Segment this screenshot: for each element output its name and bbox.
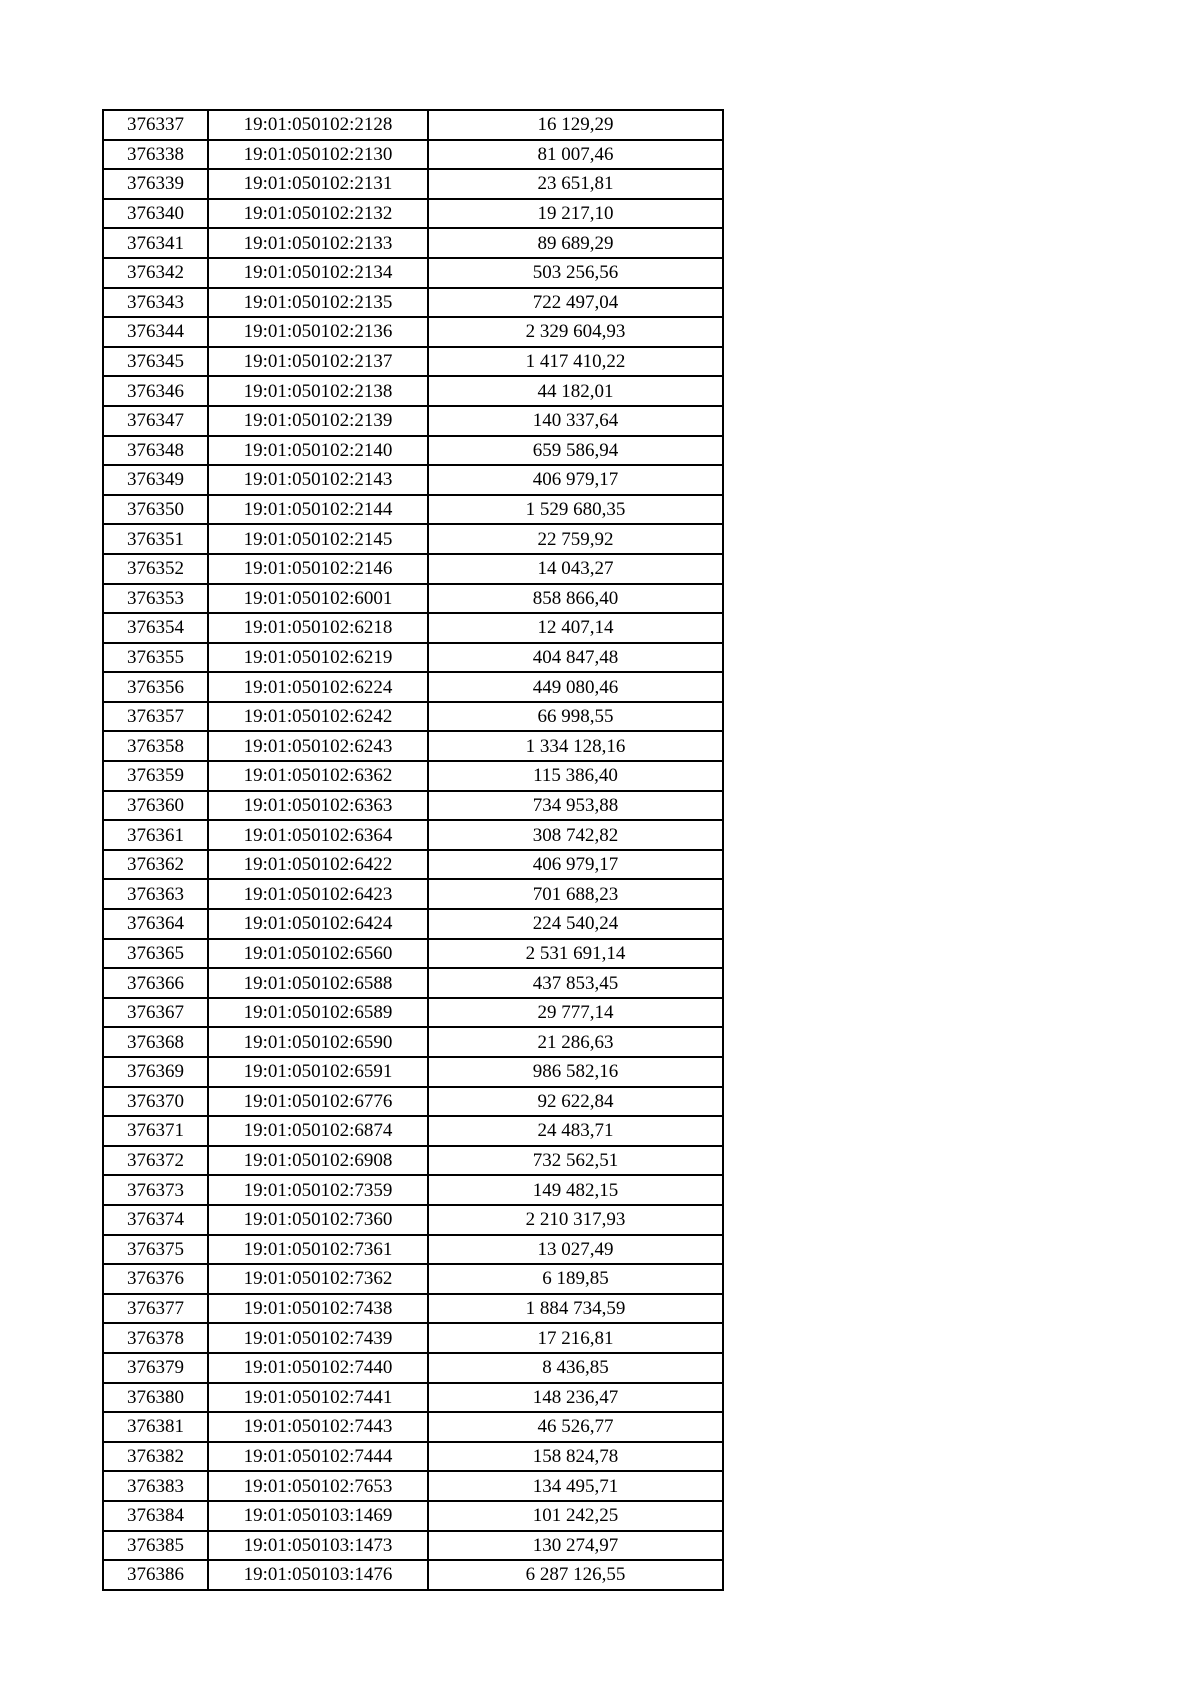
cadastral-number-cell: 19:01:050102:6242 [208, 702, 428, 732]
cadastral-number-cell: 19:01:050102:2132 [208, 199, 428, 229]
cadastral-number-cell: 19:01:050102:7438 [208, 1294, 428, 1324]
table-row [103, 850, 723, 880]
row-number-cell: 376377 [103, 1294, 208, 1324]
row-number-cell: 376379 [103, 1353, 208, 1383]
cadastral-number-cell: 19:01:050102:6364 [208, 820, 428, 850]
row-number-cell: 376349 [103, 465, 208, 495]
cadastral-value-cell: 134 495,71 [428, 1471, 723, 1501]
table-row [103, 258, 723, 288]
cadastral-value-cell: 1 334 128,16 [428, 731, 723, 761]
cadastral-value-cell: 13 027,49 [428, 1235, 723, 1265]
cadastral-value-cell: 81 007,46 [428, 140, 723, 170]
row-number-cell: 376338 [103, 140, 208, 170]
table-row [103, 939, 723, 969]
row-number-cell: 376344 [103, 317, 208, 347]
cadastral-number-cell: 19:01:050102:2138 [208, 376, 428, 406]
table-row [103, 1264, 723, 1294]
row-number-cell: 376372 [103, 1146, 208, 1176]
cadastral-number-cell: 19:01:050102:6243 [208, 731, 428, 761]
row-number-cell: 376354 [103, 613, 208, 643]
cadastral-number-cell: 19:01:050102:7443 [208, 1412, 428, 1442]
table-row [103, 228, 723, 258]
cadastral-number-cell: 19:01:050102:7359 [208, 1175, 428, 1205]
table-row [103, 791, 723, 821]
table-row [103, 1383, 723, 1413]
cadastral-value-cell: 148 236,47 [428, 1383, 723, 1413]
row-number-cell: 376380 [103, 1383, 208, 1413]
table-row [103, 406, 723, 436]
row-number-cell: 376381 [103, 1412, 208, 1442]
cadastral-value-cell: 23 651,81 [428, 169, 723, 199]
cadastral-number-cell: 19:01:050102:6423 [208, 879, 428, 909]
cadastral-number-cell: 19:01:050102:6591 [208, 1057, 428, 1087]
row-number-cell: 376374 [103, 1205, 208, 1235]
cadastral-number-cell: 19:01:050102:2133 [208, 228, 428, 258]
table-row [103, 998, 723, 1028]
cadastral-value-cell: 437 853,45 [428, 968, 723, 998]
table-row [103, 288, 723, 318]
table-row [103, 1442, 723, 1472]
cadastral-value-cell: 404 847,48 [428, 643, 723, 673]
cadastral-value-cell: 722 497,04 [428, 288, 723, 318]
cadastral-value-cell: 17 216,81 [428, 1323, 723, 1353]
row-number-cell: 376370 [103, 1087, 208, 1117]
table-row [103, 1471, 723, 1501]
table-row [103, 199, 723, 229]
cadastral-number-cell: 19:01:050102:6218 [208, 613, 428, 643]
cadastral-value-cell: 701 688,23 [428, 879, 723, 909]
cadastral-number-cell: 19:01:050102:6589 [208, 998, 428, 1028]
table-row [103, 1057, 723, 1087]
table-row [103, 1501, 723, 1531]
cadastral-number-cell: 19:01:050102:2135 [208, 288, 428, 318]
row-number-cell: 376347 [103, 406, 208, 436]
cadastral-number-cell: 19:01:050102:6560 [208, 939, 428, 969]
cadastral-value-cell: 29 777,14 [428, 998, 723, 1028]
cadastral-value-cell: 858 866,40 [428, 584, 723, 614]
cadastral-value-cell: 22 759,92 [428, 524, 723, 554]
table-row [103, 879, 723, 909]
cadastral-number-cell: 19:01:050102:6588 [208, 968, 428, 998]
cadastral-number-cell: 19:01:050102:2143 [208, 465, 428, 495]
cadastral-value-cell: 89 689,29 [428, 228, 723, 258]
cadastral-value-cell: 2 531 691,14 [428, 939, 723, 969]
cadastral-number-cell: 19:01:050102:6776 [208, 1087, 428, 1117]
row-number-cell: 376375 [103, 1235, 208, 1265]
row-number-cell: 376369 [103, 1057, 208, 1087]
cadastral-number-cell: 19:01:050102:7439 [208, 1323, 428, 1353]
table-row [103, 1323, 723, 1353]
cadastral-number-cell: 19:01:050102:6422 [208, 850, 428, 880]
row-number-cell: 376363 [103, 879, 208, 909]
row-number-cell: 376355 [103, 643, 208, 673]
table-row [103, 1560, 723, 1590]
table-row [103, 169, 723, 199]
cadastral-value-cell: 21 286,63 [428, 1027, 723, 1057]
cadastral-number-cell: 19:01:050103:1476 [208, 1560, 428, 1590]
cadastral-number-cell: 19:01:050103:1469 [208, 1501, 428, 1531]
row-number-cell: 376346 [103, 376, 208, 406]
table-row [103, 554, 723, 584]
table-row [103, 1294, 723, 1324]
table-row [103, 1087, 723, 1117]
table-row [103, 584, 723, 614]
cadastral-value-cell: 1 884 734,59 [428, 1294, 723, 1324]
row-number-cell: 376382 [103, 1442, 208, 1472]
cadastral-value-cell: 1 529 680,35 [428, 495, 723, 525]
cadastral-number-cell: 19:01:050102:2145 [208, 524, 428, 554]
cadastral-value-cell: 19 217,10 [428, 199, 723, 229]
table-row [103, 1353, 723, 1383]
cadastral-value-cell: 8 436,85 [428, 1353, 723, 1383]
cadastral-number-cell: 19:01:050102:6874 [208, 1116, 428, 1146]
cadastral-value-cell: 2 210 317,93 [428, 1205, 723, 1235]
row-number-cell: 376343 [103, 288, 208, 318]
table-row [103, 524, 723, 554]
row-number-cell: 376342 [103, 258, 208, 288]
cadastral-value-cell: 46 526,77 [428, 1412, 723, 1442]
row-number-cell: 376350 [103, 495, 208, 525]
cadastral-number-cell: 19:01:050102:6590 [208, 1027, 428, 1057]
cadastral-number-cell: 19:01:050102:2130 [208, 140, 428, 170]
table-row [103, 1531, 723, 1561]
cadastral-value-cell: 1 417 410,22 [428, 347, 723, 377]
cadastral-value-cell: 14 043,27 [428, 554, 723, 584]
row-number-cell: 376384 [103, 1501, 208, 1531]
row-number-cell: 376357 [103, 702, 208, 732]
table-row [103, 1205, 723, 1235]
row-number-cell: 376371 [103, 1116, 208, 1146]
cadastral-number-cell: 19:01:050102:7361 [208, 1235, 428, 1265]
table-row [103, 317, 723, 347]
cadastral-number-cell: 19:01:050102:7444 [208, 1442, 428, 1472]
cadastral-number-cell: 19:01:050102:7360 [208, 1205, 428, 1235]
cadastral-number-cell: 19:01:050102:2139 [208, 406, 428, 436]
cadastral-value-cell: 449 080,46 [428, 672, 723, 702]
cadastral-number-cell: 19:01:050102:6424 [208, 909, 428, 939]
row-number-cell: 376341 [103, 228, 208, 258]
cadastral-number-cell: 19:01:050102:7362 [208, 1264, 428, 1294]
cadastral-value-cell: 44 182,01 [428, 376, 723, 406]
row-number-cell: 376340 [103, 199, 208, 229]
cadastral-number-cell: 19:01:050102:7441 [208, 1383, 428, 1413]
table-row [103, 1146, 723, 1176]
table-row [103, 1235, 723, 1265]
row-number-cell: 376383 [103, 1471, 208, 1501]
row-number-cell: 376378 [103, 1323, 208, 1353]
row-number-cell: 376373 [103, 1175, 208, 1205]
table-body [103, 110, 723, 1590]
table-row [103, 909, 723, 939]
row-number-cell: 376345 [103, 347, 208, 377]
cadastral-number-cell: 19:01:050102:7653 [208, 1471, 428, 1501]
table-row [103, 761, 723, 791]
cadastral-number-cell: 19:01:050102:2136 [208, 317, 428, 347]
cadastral-number-cell: 19:01:050102:7440 [208, 1353, 428, 1383]
table-row [103, 643, 723, 673]
row-number-cell: 376360 [103, 791, 208, 821]
cadastral-number-cell: 19:01:050102:6908 [208, 1146, 428, 1176]
cadastral-value-cell: 6 189,85 [428, 1264, 723, 1294]
table-row [103, 1116, 723, 1146]
row-number-cell: 376358 [103, 731, 208, 761]
row-number-cell: 376356 [103, 672, 208, 702]
cadastral-number-cell: 19:01:050102:2144 [208, 495, 428, 525]
row-number-cell: 376385 [103, 1531, 208, 1561]
cadastral-number-cell: 19:01:050102:6224 [208, 672, 428, 702]
row-number-cell: 376361 [103, 820, 208, 850]
cadastral-number-cell: 19:01:050102:6219 [208, 643, 428, 673]
table-row [103, 968, 723, 998]
cadastral-value-cell: 115 386,40 [428, 761, 723, 791]
table-row [103, 110, 723, 140]
row-number-cell: 376362 [103, 850, 208, 880]
cadastral-number-cell: 19:01:050102:2140 [208, 436, 428, 466]
table-row [103, 672, 723, 702]
row-number-cell: 376352 [103, 554, 208, 584]
table-row [103, 1412, 723, 1442]
table-row [103, 376, 723, 406]
cadastral-value-cell: 24 483,71 [428, 1116, 723, 1146]
cadastral-number-cell: 19:01:050102:2128 [208, 110, 428, 140]
cadastral-value-cell: 986 582,16 [428, 1057, 723, 1087]
row-number-cell: 376351 [103, 524, 208, 554]
row-number-cell: 376366 [103, 968, 208, 998]
row-number-cell: 376365 [103, 939, 208, 969]
cadastral-value-cell: 503 256,56 [428, 258, 723, 288]
row-number-cell: 376376 [103, 1264, 208, 1294]
row-number-cell: 376368 [103, 1027, 208, 1057]
cadastral-number-cell: 19:01:050102:2137 [208, 347, 428, 377]
cadastral-value-cell: 224 540,24 [428, 909, 723, 939]
cadastral-value-cell: 16 129,29 [428, 110, 723, 140]
row-number-cell: 376353 [103, 584, 208, 614]
table-row [103, 702, 723, 732]
cadastral-value-cell: 734 953,88 [428, 791, 723, 821]
cadastral-value-cell: 149 482,15 [428, 1175, 723, 1205]
table-row [103, 820, 723, 850]
table-row [103, 436, 723, 466]
cadastral-value-cell: 130 274,97 [428, 1531, 723, 1561]
table-row [103, 347, 723, 377]
row-number-cell: 376348 [103, 436, 208, 466]
cadastral-value-cell: 406 979,17 [428, 850, 723, 880]
row-number-cell: 376359 [103, 761, 208, 791]
cadastral-number-cell: 19:01:050102:2134 [208, 258, 428, 288]
table-row [103, 731, 723, 761]
cadastral-number-cell: 19:01:050102:2131 [208, 169, 428, 199]
cadastral-value-cell: 158 824,78 [428, 1442, 723, 1472]
table-row [103, 1175, 723, 1205]
cadastral-number-cell: 19:01:050103:1473 [208, 1531, 428, 1561]
row-number-cell: 376339 [103, 169, 208, 199]
row-number-cell: 376367 [103, 998, 208, 1028]
cadastral-value-table [102, 109, 724, 1591]
cadastral-number-cell: 19:01:050102:6362 [208, 761, 428, 791]
cadastral-value-cell: 12 407,14 [428, 613, 723, 643]
cadastral-number-cell: 19:01:050102:6363 [208, 791, 428, 821]
row-number-cell: 376386 [103, 1560, 208, 1590]
cadastral-value-cell: 101 242,25 [428, 1501, 723, 1531]
table-row [103, 613, 723, 643]
cadastral-number-cell: 19:01:050102:6001 [208, 584, 428, 614]
table-row [103, 140, 723, 170]
table-row [103, 1027, 723, 1057]
cadastral-value-cell: 6 287 126,55 [428, 1560, 723, 1590]
cadastral-value-cell: 732 562,51 [428, 1146, 723, 1176]
cadastral-value-cell: 659 586,94 [428, 436, 723, 466]
cadastral-number-cell: 19:01:050102:2146 [208, 554, 428, 584]
table-row [103, 495, 723, 525]
cadastral-value-cell: 406 979,17 [428, 465, 723, 495]
cadastral-value-cell: 2 329 604,93 [428, 317, 723, 347]
cadastral-value-cell: 66 998,55 [428, 702, 723, 732]
cadastral-value-cell: 140 337,64 [428, 406, 723, 436]
row-number-cell: 376337 [103, 110, 208, 140]
table-row [103, 465, 723, 495]
cadastral-value-cell: 92 622,84 [428, 1087, 723, 1117]
cadastral-value-cell: 308 742,82 [428, 820, 723, 850]
row-number-cell: 376364 [103, 909, 208, 939]
